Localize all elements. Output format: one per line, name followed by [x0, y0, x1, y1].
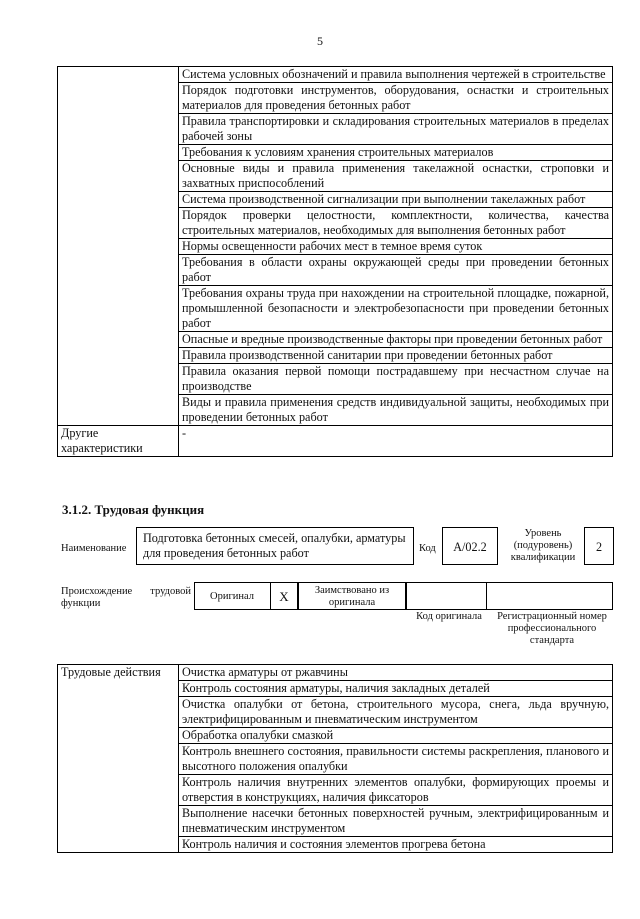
- knowledge-item: Правила транспортировки и складирования строительных материалов в пределах рабочей зоны: [179, 114, 613, 145]
- table-row: [58, 67, 613, 83]
- knowledge-item: Система условных обозначений и правила выполнения чертежей в строительстве: [179, 67, 613, 83]
- knowledge-item: Виды и правила применения средств индивидуальной защиты, необходимых при проведении бетонных работ: [179, 395, 613, 426]
- action-item: Обработка опалубки смазкой: [179, 728, 613, 744]
- knowledge-item: Требования охраны труда при нахождении на строительной площадке, пожарной, промышленной безопасности и электробезопасности при проведении бетонных работ: [179, 286, 613, 332]
- table-row: [58, 426, 613, 457]
- knowledge-item: Порядок подготовки инструментов, оборудования, оснастки и строительных материалов для проведения бетонных работ: [179, 83, 613, 114]
- knowledge-item: Система производственной сигнализации при выполнении такелажных работ: [179, 192, 613, 208]
- code-value: А/02.2: [442, 527, 498, 565]
- knowledge-table: [57, 66, 613, 457]
- original-label: Оригинал: [194, 582, 270, 610]
- action-item: Выполнение насечки бетонных поверхностей ручным, электрифицированным и пневматическим инструментом: [179, 806, 613, 837]
- action-item: Очистка опалубки от бетона, строительного мусора, снега, льда вручную, электрифицированным и пневматическим инструментом: [179, 697, 613, 728]
- section-title: 3.1.2. Трудовая функция: [62, 502, 205, 517]
- level-label: Уровень (подуровень) квалификации: [510, 528, 576, 563]
- page-number: 5: [317, 34, 323, 48]
- knowledge-item: Опасные и вредные производственные факторы при проведении бетонных работ: [179, 332, 613, 348]
- code-original-label: Код оригинала: [416, 611, 482, 622]
- origin-label-line: [61, 586, 191, 610]
- knowledge-item: Требования в области охраны окружающей среды при проведении бетонных работ: [179, 255, 613, 286]
- level-value: 2: [584, 527, 614, 565]
- knowledge-item: Правила производственной санитарии при проведении бетонных работ: [179, 348, 613, 364]
- knowledge-item: Порядок проверки целостности, комплектности, количества, качества строительных материалов, необходимых для выполнения бетонных работ: [179, 208, 613, 239]
- name-value: Подготовка бетонных смесей, опалубки, арматуры для проведения бетонных работ: [136, 527, 414, 565]
- knowledge-item: Правила оказания первой помощи пострадавшему при несчастном случае на производстве: [179, 364, 613, 395]
- borrowed-label: Заимствовано из оригинала: [298, 582, 406, 610]
- action-item: Контроль наличия внутренних элементов опалубки, формирующих проемы и отверстия в конструкциях, наличия фиксаторов: [179, 775, 613, 806]
- other-characteristics-value: -: [179, 426, 613, 457]
- table-row: [58, 665, 613, 681]
- action-item: Контроль состояния арматуры, наличия закладных деталей: [179, 681, 613, 697]
- code-label: Код: [419, 543, 436, 554]
- actions-label: Трудовые действия: [58, 665, 179, 853]
- code-original-box: [406, 582, 487, 610]
- action-item: Контроль внешнего состояния, правильности системы раскрепления, планового и высотного положения опалубки: [179, 744, 613, 775]
- other-characteristics-label: Другие характеристики: [58, 426, 179, 457]
- origin-label: Происхождение трудовой функции: [61, 586, 191, 609]
- knowledge-item: Основные виды и правила применения такелажной оснастки, строповки и захватных приспособлений: [179, 161, 613, 192]
- reg-number-label: Регистрационный номер профессионального стандарта: [497, 611, 607, 646]
- knowledge-left-cell: [58, 67, 179, 426]
- name-label: Наименование: [61, 543, 127, 554]
- action-item: Очистка арматуры от ржавчины: [179, 665, 613, 681]
- original-mark: X: [270, 582, 298, 610]
- knowledge-item: Требования к условиям хранения строительных материалов: [179, 145, 613, 161]
- actions-table: [57, 664, 613, 853]
- action-item: Контроль наличия и состояния элементов прогрева бетона: [179, 837, 613, 853]
- knowledge-item: Нормы освещенности рабочих мест в темное время суток: [179, 239, 613, 255]
